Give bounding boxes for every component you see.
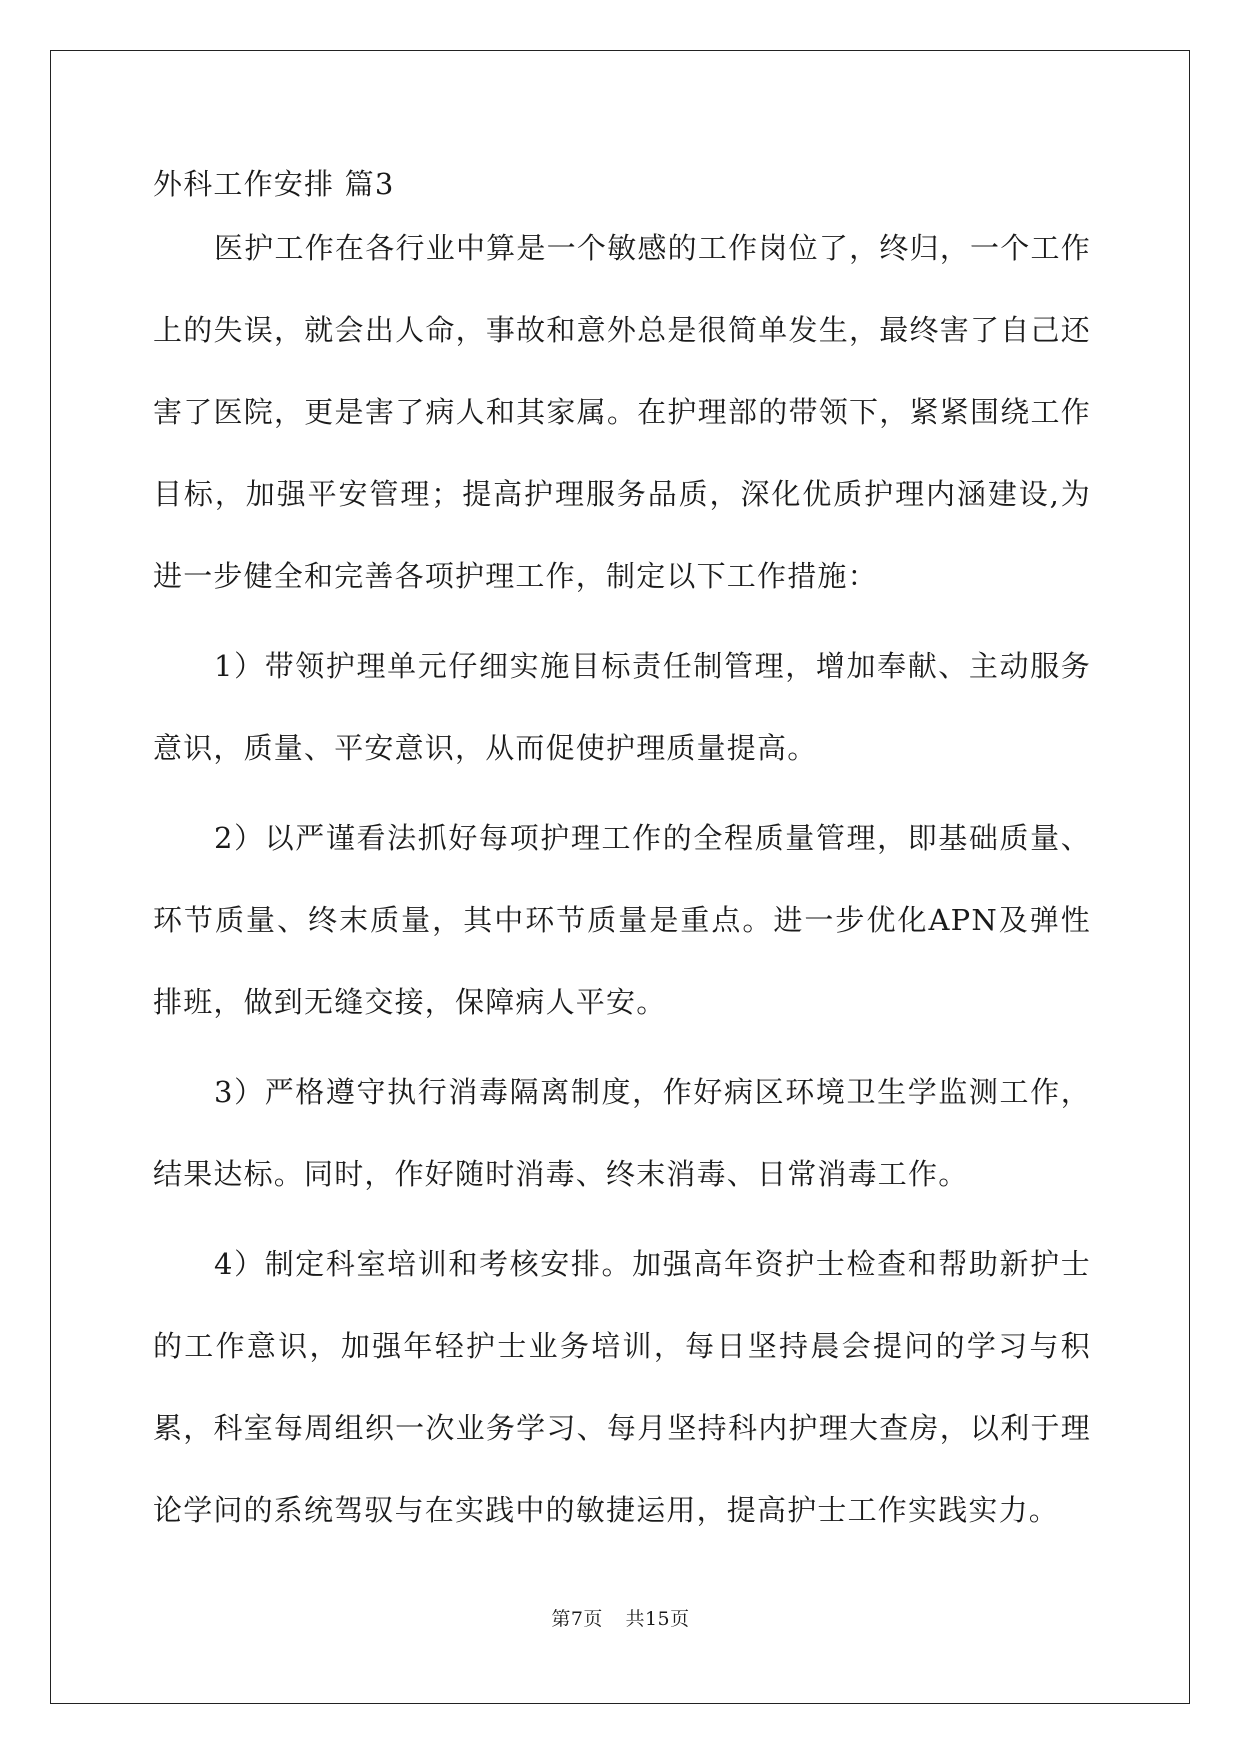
paragraph-item-3: 3）严格遵守执行消毒隔离制度，作好病区环境卫生学监测工作，结果达标。同时，作好随时消毒、终末消毒、日常消毒工作。	[153, 1075, 1091, 1191]
paragraph-item-1: 1）带领护理单元仔细实施目标责任制管理，增加奉献、主动服务意识，质量、平安意识，从而促使护理质量提高。	[153, 649, 1091, 765]
paragraph-intro: 医护工作在各行业中算是一个敏感的工作岗位了，终归，一个工作上的失误，就会出人命，事故和意外总是很简单发生，最终害了自己还害了医院，更是害了病人和其家属。在护理部的带领下，紧紧围绕工作目标，加强平安管理；提高护理服务品质，深化优质护理内涵建设,为进一步健全和完善各项护理工作，制定以下工作措施：	[153, 231, 1091, 593]
page-footer	[0, 1604, 1241, 1631]
page-total: 共15页	[625, 1608, 690, 1630]
document-body	[153, 168, 1091, 1583]
paragraph-item-4: 4）制定科室培训和考核安排。加强高年资护士检查和帮助新护士的工作意识，加强年轻护士业务培训，每日坚持晨会提问的学习与积累，科室每周组织一次业务学习、每月坚持科内护理大查房，以利于理论学问的系统驾驭与在实践中的敏捷运用，提高护士工作实践实力。	[153, 1247, 1091, 1527]
section-heading: 外科工作安排 篇3	[153, 167, 395, 201]
page-number: 第7页	[551, 1608, 603, 1630]
paragraph-item-2: 2）以严谨看法抓好每项护理工作的全程质量管理，即基础质量、环节质量、终末质量，其中环节质量是重点。进一步优化APN及弹性排班，做到无缝交接，保障病人平安。	[153, 821, 1091, 1019]
